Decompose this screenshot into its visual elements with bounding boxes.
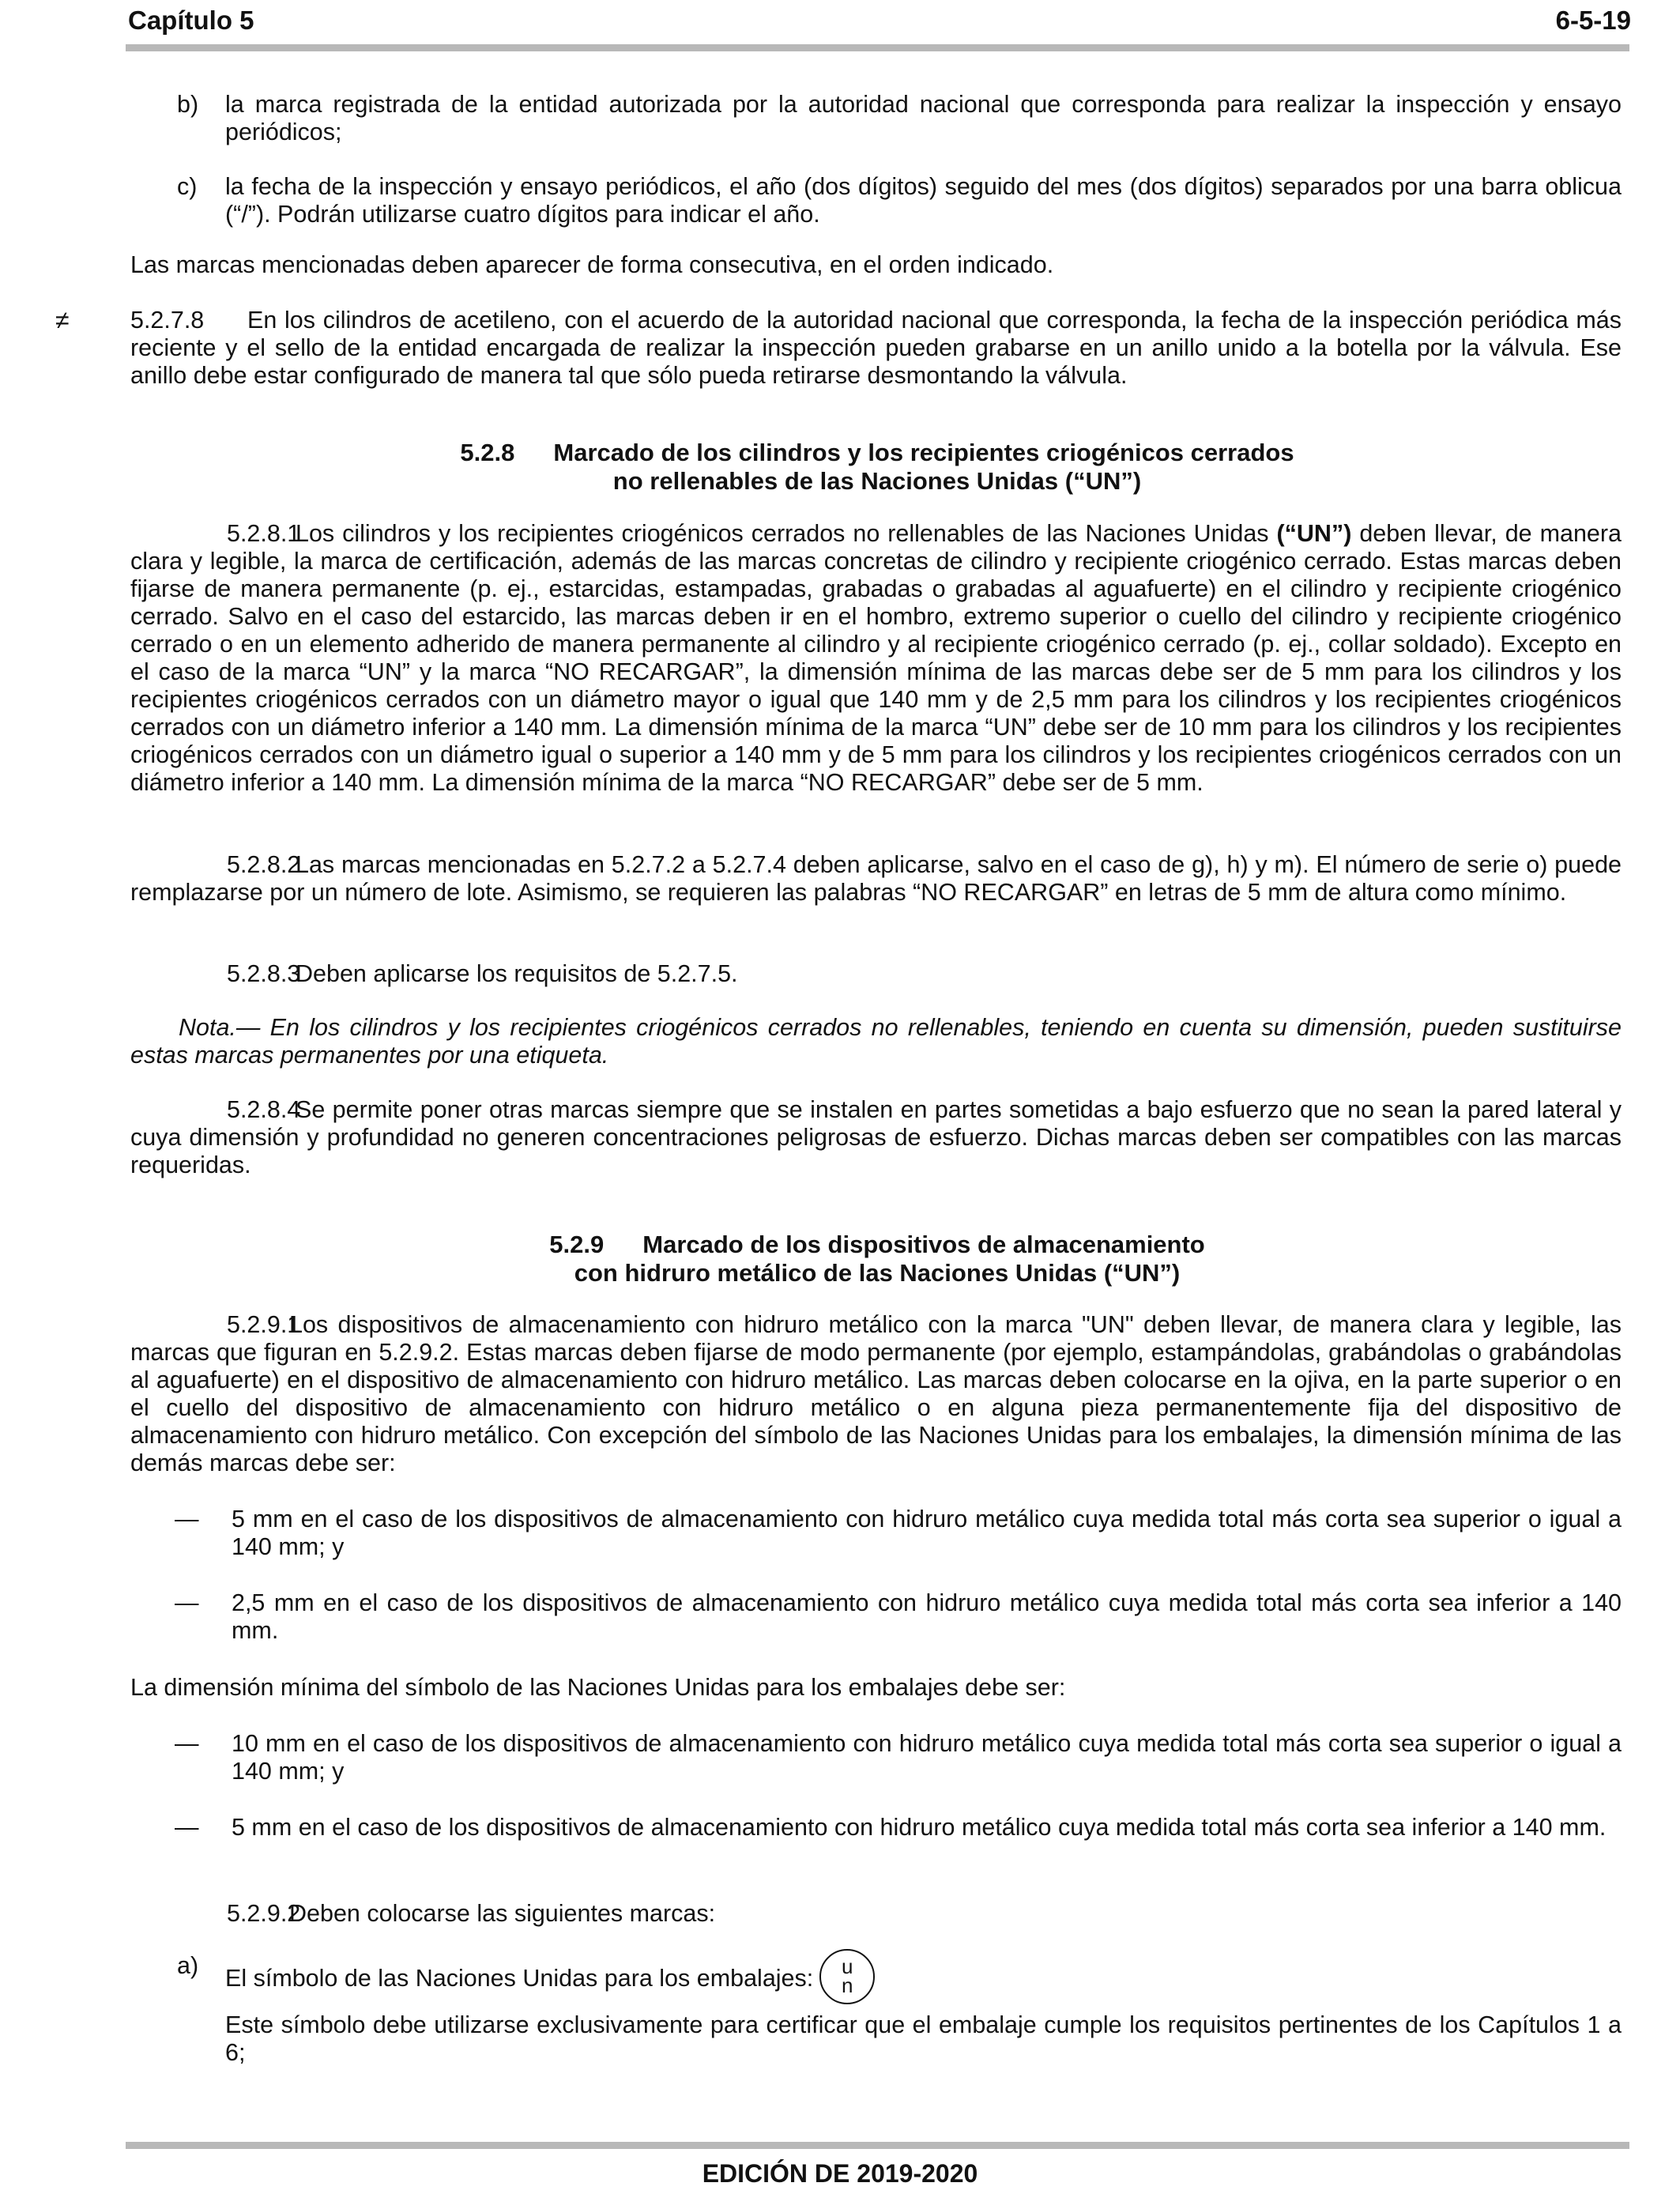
dash-marker: — [175, 1589, 199, 1616]
list-item-text: El símbolo de las Naciones Unidas para los embalajes: [225, 1965, 814, 1992]
paragraph-text: Los cilindros y los recipientes criogénicos cerrados no rellenables de las Naciones Unidas [296, 520, 1277, 547]
dash-item-text: 5 mm en el caso de los dispositivos de almacenamiento con hidruro metálico cuya medida total más corta sea superior o igual a 140 mm; y [232, 1506, 1622, 1560]
section-number: 5.2.9 [549, 1231, 605, 1258]
section-title-line-1: Marcado de los dispositivos de almacenamiento [642, 1231, 1205, 1258]
section-title-line-1: Marcado de los cilindros y los recipientes criogénicos cerrados [553, 439, 1294, 466]
footer-rule [126, 2142, 1629, 2149]
paragraph-5-2-9-1 [130, 1311, 1622, 1477]
list-item [177, 91, 1622, 146]
note-text: Nota.— En los cilindros y los recipientes criogénicos cerrados no rellenables, teniendo en cuenta su dimensión, pueden sustituirse estas marcas permanentes por una etiqueta. [130, 1014, 1622, 1069]
list-item [177, 173, 1622, 228]
section-title-line-2: con hidruro metálico de las Naciones Unidas (“UN”) [574, 1259, 1181, 1287]
dash-marker: — [175, 1814, 199, 1841]
change-mark: ≠ [55, 306, 70, 334]
paragraph-text: En los cilindros de acetileno, con el acuerdo de la autoridad nacional que corresponda, la fecha de la inspección periódica más reciente y el sello de la entidad encargada de realizar la inspección pueden grabarse en un anillo unido a la botella por la válvula. Ese anillo debe estar configurado de manera tal que sólo pueda retirarse desmontando la válvula. [130, 307, 1622, 389]
dash-item-text: 10 mm en el caso de los dispositivos de almacenamiento con hidruro metálico cuya medida total más corta sea superior o igual a 140 mm; y [232, 1730, 1622, 1785]
paragraph-number: 5.2.8.1 [227, 520, 301, 547]
un-packaging-symbol [819, 1949, 875, 2004]
paragraph-5-2-8-4 [130, 1096, 1622, 1179]
paragraph-5-2-8-2 [130, 851, 1622, 907]
paragraph-5-2-8-3 [130, 960, 1622, 988]
dash-item [175, 1730, 1622, 1785]
dash-item-text: 5 mm en el caso de los dispositivos de almacenamiento con hidruro metálico cuya medida total más corta sea inferior a 140 mm. [232, 1814, 1607, 1841]
dash-marker: — [175, 1730, 199, 1757]
list-item-continuation [225, 2011, 1622, 2067]
list-marker: a) [177, 1952, 199, 1979]
paragraph-text: Las marcas mencionadas deben aparecer de forma consecutiva, en el orden indicado. [130, 251, 1054, 278]
list-marker: b) [177, 91, 199, 118]
paragraph-text: Deben aplicarse los requisitos de 5.2.7.5. [296, 960, 738, 987]
paragraph [130, 251, 1622, 279]
list-item-text: la marca registrada de la entidad autorizada por la autoridad nacional que corresponda para realizar la inspección y ensayo periódicos; [225, 91, 1622, 145]
paragraph-number: 5.2.8.4 [227, 1096, 301, 1123]
note [130, 1014, 1622, 1069]
page-header [128, 6, 1631, 38]
paragraph-5-2-9-2 [130, 1900, 1622, 1928]
page-number: 6-5-19 [1555, 6, 1631, 35]
paragraph-text: Deben colocarse las siguientes marcas: [289, 1900, 716, 1927]
paragraph-number: 5.2.8.3 [227, 960, 301, 987]
paragraph-number: 5.2.8.2 [227, 851, 301, 878]
un-symbol-top-letter: u [842, 1955, 853, 1978]
paragraph-text: Se permite poner otras marcas siempre que se instalen en partes sometidas a bajo esfuerzo que no sean la pared lateral y cuya dimensión y profundidad no generen concentraciones peligrosas de esfuerzo. Dichas marcas deben ser compatibles con las marcas requeridas. [130, 1096, 1622, 1178]
paragraph-5-2-8-1 [130, 520, 1622, 797]
section-title-line-2: no rellenables de las Naciones Unidas (“UN”) [612, 467, 1142, 495]
un-symbol-bottom-letter: n [842, 1973, 853, 1997]
paragraph-number: 5.2.9.1 [227, 1311, 301, 1338]
paragraph-text: Los dispositivos de almacenamiento con hidruro metálico con la marca "UN" deben llevar, de manera clara y legible, las marcas que figuran en 5.2.9.2. Estas marcas deben fijarse de modo permanente (por ejemplo, estampándolas, grabándolas o grabándolas al aguafuerte) en el dispositivo de almacenamiento con hidruro metálico. Las marcas deben colocarse en la ojiva, en la parte superior o en el cuello del dispositivo de almacenamiento con hidruro metálico o en alguna pieza permanentemente fija del dispositivo de almacenamiento con hidruro metálico. Con excepción del símbolo de las Naciones Unidas para los embalajes, la dimensión mínima de las demás marcas debe ser: [130, 1311, 1622, 1476]
dash-marker: — [175, 1506, 199, 1532]
paragraph-text: La dimensión mínima del símbolo de las Naciones Unidas para los embalajes debe ser: [130, 1674, 1066, 1701]
paragraph-number: 5.2.7.8 [130, 307, 205, 334]
chapter-title: Capítulo 5 [128, 6, 254, 35]
list-item-text: la fecha de la inspección y ensayo periódicos, el año (dos dígitos) seguido del mes (dos dígitos) separados por una barra oblicua (“/”). Podrán utilizarse cuatro dígitos para indicar el año. [225, 173, 1622, 228]
dash-item [175, 1589, 1622, 1645]
section-heading-5-2-8 [427, 439, 1328, 496]
dash-item [175, 1506, 1622, 1561]
paragraph-text: deben llevar, de manera clara y legible, la marca de certificación, además de las marcas concretas de cilindro y recipiente criogénico cerrado. Estas marcas deben fijarse de manera permanente (p. ej., estarcidas, estampadas, grabadas o grabadas al aguafuerte) en el cilindro y recipiente criogénico cerrado. Salvo en el caso del estarcido, las marcas deben ir en el hombro, extremo superior o cuello del cilindro y recipiente criogénico cerrado o en un elemento adherido de manera permanente al cilindro y al recipiente criogénico cerrado (p. ej., collar soldado). Excepto en el caso de la marca “UN” y la marca “NO RECARGAR”, la dimensión mínima de las marcas debe ser de 5 mm para los cilindros y los recipientes criogénicos cerrados con un diámetro mayor o igual que 140 mm y de 2,5 mm para los cilindros y los recipientes criogénicos cerrados con un diámetro inferior a 140 mm. La dimensión mínima de la marca “UN” debe ser de 10 mm para los cilindros y los recipientes criogénicos cerrados con un diámetro igual o superior a 140 mm y de 5 mm para los cilindros y los recipientes criogénicos cerrados con un diámetro inferior a 140 mm. La dimensión mínima de la marca “NO RECARGAR” debe ser de 5 mm. [130, 520, 1622, 796]
paragraph-bold-text: (“UN”) [1276, 520, 1352, 547]
paragraph-number: 5.2.9.2 [227, 1900, 301, 1927]
header-rule [126, 44, 1629, 51]
list-marker: c) [177, 173, 198, 200]
dash-item-text: 2,5 mm en el caso de los dispositivos de almacenamiento con hidruro metálico cuya medida total más corta sea inferior a 140 mm. [232, 1589, 1622, 1644]
dash-item [175, 1814, 1622, 1842]
section-number: 5.2.8 [460, 439, 515, 466]
list-item [177, 1952, 1622, 2007]
page-footer: EDICIÓN DE 2019-2020 [702, 2159, 978, 2188]
list-item-text: Este símbolo debe utilizarse exclusivamente para certificar que el embalaje cumple los requisitos pertinentes de los Capítulos 1 a 6; [225, 2011, 1622, 2066]
paragraph-text: Las marcas mencionadas en 5.2.7.2 a 5.2.7.4 deben aplicarse, salvo en el caso de g), h) y m). El número de serie o) puede remplazarse por un número de lote. Asimismo, se requieren las palabras “NO RECARGAR” en letras de 5 mm de altura como mínimo. [130, 851, 1622, 906]
paragraph-5-2-7-8 [130, 307, 1622, 390]
paragraph [130, 1674, 1622, 1702]
section-heading-5-2-9 [474, 1231, 1280, 1287]
